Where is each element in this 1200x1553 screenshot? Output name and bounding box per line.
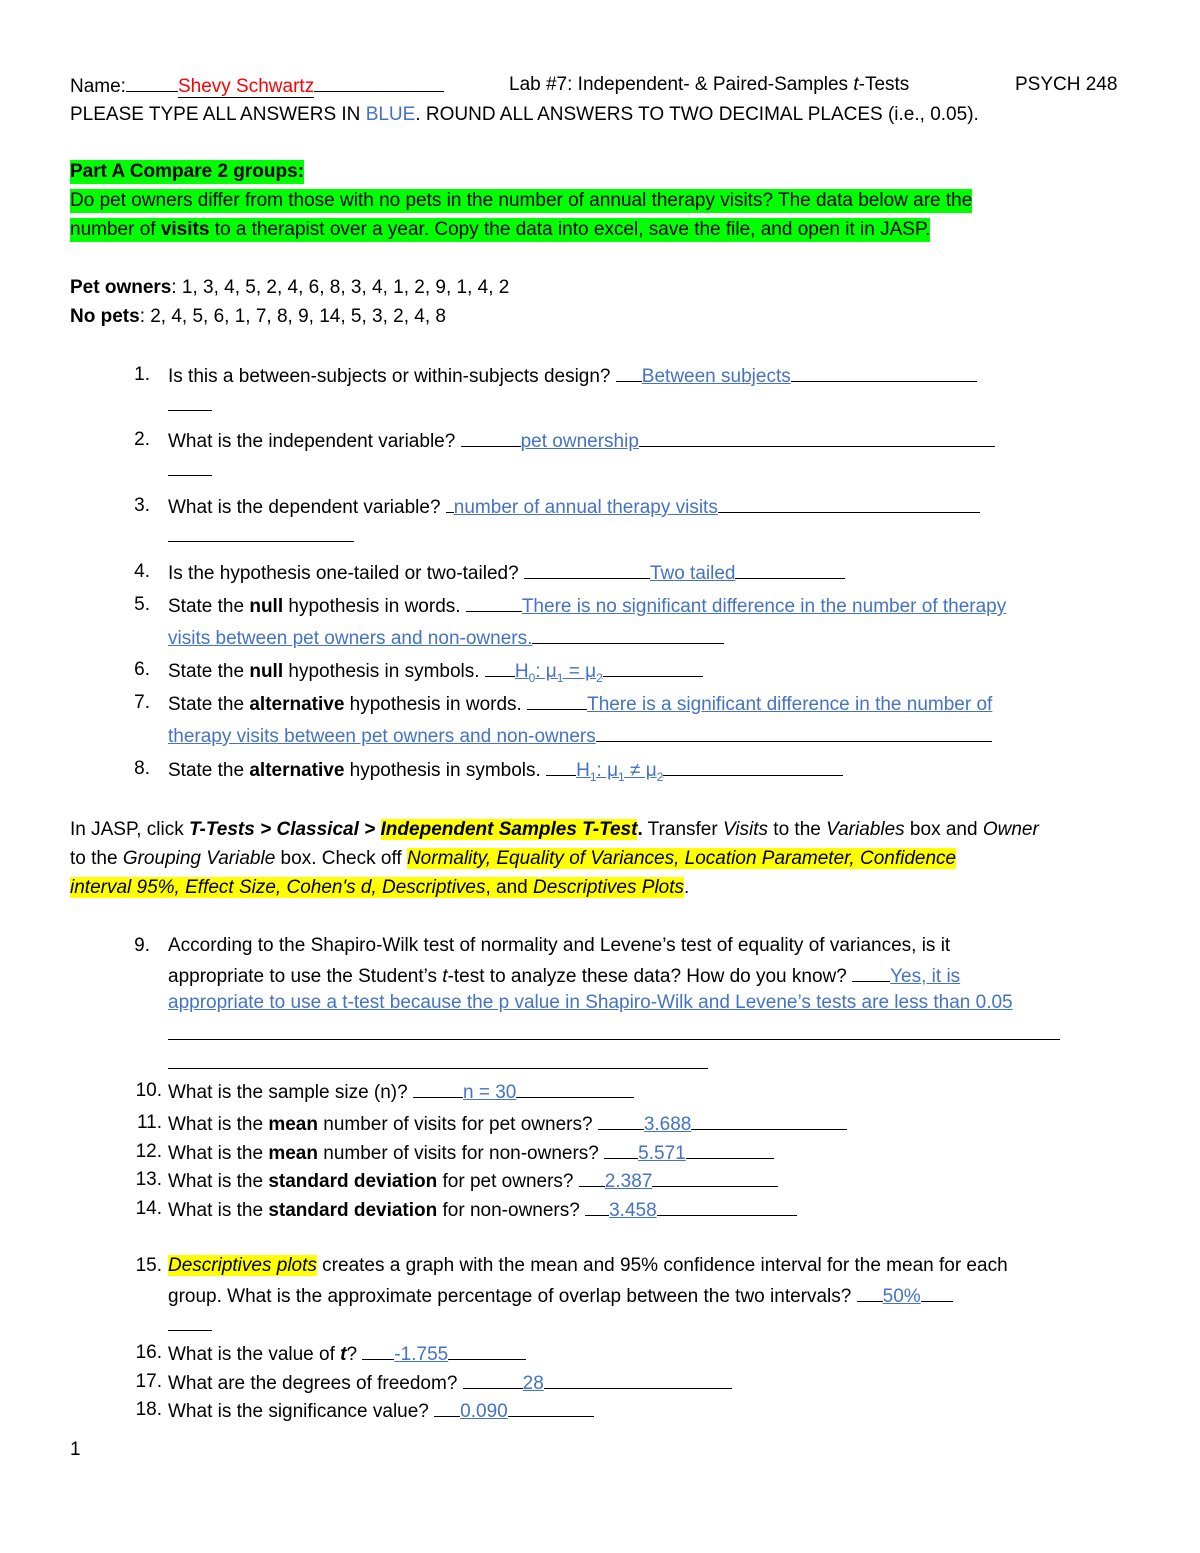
q3-answer[interactable]: number of annual therapy visits [453, 497, 718, 518]
q15-line-1 [168, 1254, 1008, 1278]
jasp-ttests: T-Tests [188, 819, 255, 840]
rule [446, 494, 454, 513]
q9-number: 9. [134, 935, 150, 956]
lab-title-post: -Tests [858, 74, 910, 95]
rule [857, 1283, 883, 1302]
rule [735, 560, 845, 579]
q16-post: ? [346, 1344, 358, 1365]
lab-title-t: t [853, 74, 859, 95]
rule [527, 691, 587, 710]
q14-answer[interactable]: 3.458 [609, 1200, 657, 1221]
q12-answer[interactable]: 5.571 [638, 1143, 686, 1164]
intro-pre: number of [70, 219, 161, 240]
jasp-p4: box and [904, 819, 983, 840]
q12-post: number of visits for non-owners? [317, 1143, 599, 1164]
rule [168, 1050, 708, 1069]
rule [657, 1197, 797, 1216]
rule [596, 723, 992, 742]
q12-bold: mean [268, 1143, 318, 1164]
q10 [168, 1079, 634, 1105]
q3 [168, 494, 980, 520]
rule [508, 1398, 594, 1417]
q15-number: 15. [135, 1255, 162, 1276]
q3-number: 3. [134, 495, 150, 516]
q15-line2-text: group. What is the approximate percentage of overlap between the two intervals? [168, 1286, 852, 1307]
q14-number: 14. [135, 1198, 162, 1219]
q8-answer[interactable]: $H_1$: $\mu_1 \ne \mu_2$ [576, 760, 664, 784]
q10-text: What is the sample size (n)? [168, 1082, 408, 1103]
q4-text: Is the hypothesis one-tailed or two-tailed? [168, 563, 519, 584]
rule [852, 963, 890, 982]
q7-pre: State the [168, 694, 250, 715]
q16-number: 16. [135, 1342, 162, 1363]
jasp-p3: to the [768, 819, 827, 840]
rule [168, 457, 212, 476]
q6-bold: null [249, 661, 284, 682]
q16-t: t [340, 1344, 347, 1365]
q11 [168, 1111, 847, 1137]
q18-answer[interactable]: 0.090 [460, 1401, 508, 1422]
rule [718, 494, 980, 513]
q16 [168, 1341, 526, 1367]
q7-answer-1[interactable]: There is a significant difference in the number of [587, 694, 993, 715]
q9-t: t [442, 966, 448, 987]
jasp-gt1: > [254, 819, 277, 840]
nopet-data: : 2, 4, 5, 6, 1, 7, 8, 9, 14, 5, 3, 2, 4, 8 [139, 306, 446, 327]
q5-bold: null [249, 596, 284, 617]
rule [168, 392, 212, 411]
q9-line-2 [168, 963, 960, 989]
q4 [168, 560, 845, 586]
rule [791, 363, 977, 382]
rule [663, 757, 843, 776]
jasp-line-2 [70, 847, 956, 871]
rule [466, 593, 522, 612]
part-a-heading: Part A Compare 2 groups: [70, 161, 305, 182]
q8-pre: State the [168, 760, 250, 781]
jasp-grouping: Grouping Variable [122, 848, 276, 869]
rule [314, 73, 444, 92]
q2-cont [168, 457, 212, 483]
rule [463, 1370, 523, 1389]
q10-number: 10. [135, 1080, 162, 1101]
pet-owners-data [70, 276, 509, 300]
instructions [70, 103, 979, 127]
name-value: Shevy Schwartz [177, 76, 315, 97]
q3-cont [168, 523, 354, 549]
part-a-intro-2 [70, 218, 930, 242]
q9-answer-2[interactable]: appropriate to use a t-test because the p value in Shapiro-Wilk and Levene’s tests are less than 0.05 [168, 992, 1013, 1013]
q7-cont [168, 723, 992, 749]
rule [639, 428, 995, 447]
q5-cont [168, 625, 724, 651]
rule [546, 757, 576, 776]
q6 [168, 658, 703, 690]
jasp-p5: to the [70, 848, 123, 869]
page-number: 1 [70, 1439, 81, 1460]
jasp-checks-1: Normality, Equality of Variances, Location Parameter, Confidence [406, 848, 957, 869]
jasp-dot: . [637, 819, 643, 840]
pet-label: Pet owners [70, 277, 172, 298]
jasp-variables: Variables [826, 819, 905, 840]
instr-blue: BLUE [365, 104, 416, 125]
q11-answer[interactable]: 3.688 [643, 1114, 692, 1135]
q12 [168, 1140, 774, 1166]
q10-answer[interactable]: n = 30 [462, 1082, 517, 1103]
q13 [168, 1168, 778, 1194]
q1-answer[interactable]: Between subjects [641, 366, 791, 387]
q11-number: 11. [136, 1112, 162, 1133]
rule [168, 1021, 1060, 1040]
q18 [168, 1398, 594, 1424]
rule [524, 560, 650, 579]
q3-text: What is the dependent variable? [168, 497, 441, 518]
q9-rule-2 [168, 1050, 708, 1076]
part-a-intro-1: Do pet owners differ from those with no pets in the number of annual therapy visits? The data below are the [70, 190, 973, 211]
q9-post: -test to analyze these data? How do you know? [447, 966, 847, 987]
q17 [168, 1370, 732, 1396]
rule [448, 1341, 526, 1360]
jasp-end: . [684, 877, 690, 898]
rule [544, 1370, 732, 1389]
q8-post: hypothesis in symbols. [344, 760, 541, 781]
q11-bold: mean [268, 1114, 318, 1135]
q2-text: What is the independent variable? [168, 431, 456, 452]
q8-bold: alternative [249, 760, 345, 781]
rule [126, 73, 178, 92]
q1-text: Is this a between-subjects or within-subjects design? [168, 366, 611, 387]
q5-post: hypothesis in words. [283, 596, 461, 617]
intro-post: to a therapist over a year. Copy the data into excel, save the file, and open it in JASP. [209, 219, 931, 240]
q5-pre: State the [168, 596, 250, 617]
instr-pre: PLEASE TYPE ALL ANSWERS IN [70, 104, 366, 125]
q14-bold: standard deviation [268, 1200, 438, 1221]
rule [532, 625, 724, 644]
q2 [168, 428, 995, 454]
q4-number: 4. [134, 561, 150, 582]
q18-text: What is the significance value? [168, 1401, 429, 1422]
q2-number: 2. [134, 429, 150, 450]
q14-pre: What is the [168, 1200, 269, 1221]
q9-rule-1 [168, 1021, 1060, 1047]
q15-answer[interactable]: 50% [882, 1286, 921, 1307]
q18-number: 18. [135, 1399, 162, 1420]
name-line [70, 73, 444, 99]
q9-pre: appropriate to use the Student’s [168, 966, 443, 987]
no-pets-data [70, 305, 446, 329]
rule [485, 658, 515, 677]
rule [686, 1140, 774, 1159]
intro-bold: visits [160, 219, 210, 240]
q6-pre: State the [168, 661, 250, 682]
q7 [168, 691, 992, 717]
q17-text: What are the degrees of freedom? [168, 1373, 458, 1394]
q15-line1-post: creates a graph with the mean and 95% confidence interval for the mean for each [316, 1255, 1008, 1276]
rule [168, 1312, 212, 1331]
q6-number: 6. [134, 659, 150, 680]
rule [691, 1111, 847, 1130]
q8 [168, 757, 843, 789]
q13-bold: standard deviation [268, 1171, 438, 1192]
q7-answer-2[interactable]: therapy visits between pet owners and non-owners [168, 726, 596, 747]
q9-line-1: According to the Shapiro-Wilk test of normality and Levene’s test of equality of variances, is it [168, 935, 951, 956]
q5 [168, 593, 1006, 619]
jasp-line-1 [70, 818, 1039, 842]
rule [921, 1283, 953, 1302]
q14-post: for non-owners? [437, 1200, 580, 1221]
jasp-checks-2a: interval 95%, Effect Size, Cohen's d, Descriptives [70, 877, 486, 898]
q1 [168, 363, 977, 389]
q13-number: 13. [135, 1169, 162, 1190]
jasp-classical: Classical [276, 819, 359, 840]
q1-number: 1. [134, 364, 150, 385]
q7-number: 7. [134, 692, 150, 713]
q5-number: 5. [134, 594, 150, 615]
rule [413, 1079, 463, 1098]
q11-pre: What is the [168, 1114, 269, 1135]
q8-number: 8. [134, 758, 150, 779]
q17-answer[interactable]: 28 [522, 1373, 544, 1394]
nopet-label: No pets [70, 306, 140, 327]
lab-title [509, 73, 909, 97]
jasp-owner: Owner [982, 819, 1039, 840]
q9-answer-1[interactable]: Yes, it is [890, 966, 961, 987]
q5-answer-2[interactable]: visits between pet owners and non-owners. [168, 628, 533, 649]
q13-answer[interactable]: 2.387 [604, 1171, 653, 1192]
rule [461, 428, 521, 447]
q13-post: for pet owners? [437, 1171, 574, 1192]
q15-highlight: Descriptives plots [168, 1255, 317, 1276]
q13-pre: What is the [168, 1171, 269, 1192]
rule [585, 1197, 609, 1216]
q12-pre: What is the [168, 1143, 269, 1164]
q9-line-3 [168, 991, 1013, 1015]
jasp-gt2: > [358, 819, 381, 840]
q7-post: hypothesis in words. [344, 694, 522, 715]
q6-post: hypothesis in symbols. [283, 661, 480, 682]
rule [579, 1168, 605, 1187]
course-code: PSYCH 248 [1015, 74, 1118, 95]
q5-answer-1[interactable]: There is no significant difference in the number of therapy [521, 596, 1007, 617]
jasp-visits: Visits [722, 819, 769, 840]
q7-bold: alternative [249, 694, 345, 715]
rule [168, 523, 354, 542]
name-label: Name: [70, 76, 126, 97]
rule [362, 1341, 394, 1360]
jasp-p2: Transfer [642, 819, 723, 840]
jasp-line-3 [70, 876, 689, 900]
q6-answer[interactable]: $H_0$: $\mu_1 = \mu_2$ [514, 661, 603, 685]
q15-line-2 [168, 1283, 953, 1309]
q15-cont [168, 1312, 212, 1338]
rule [598, 1111, 644, 1130]
rule [603, 658, 703, 677]
jasp-p6: box. Check off [275, 848, 407, 869]
rule [616, 363, 642, 382]
jasp-checks-2c: Descriptives Plots [533, 877, 685, 898]
q4-answer[interactable]: Two tailed [649, 563, 736, 584]
q16-pre: What is the value of [168, 1344, 341, 1365]
q14 [168, 1197, 797, 1223]
pet-data: : 1, 3, 4, 5, 2, 4, 6, 8, 3, 4, 1, 2, 9, 1, 4, 2 [171, 277, 510, 298]
jasp-indep: Independent Samples T-Test [380, 819, 638, 840]
q1-cont [168, 392, 212, 418]
rule [604, 1140, 638, 1159]
rule [516, 1079, 634, 1098]
q12-number: 12. [135, 1141, 162, 1162]
jasp-p1: In JASP, click [70, 819, 189, 840]
q2-answer[interactable]: pet ownership [520, 431, 639, 452]
instr-post: . ROUND ALL ANSWERS TO TWO DECIMAL PLACES (i.e., 0.05). [415, 104, 979, 125]
rule [434, 1398, 460, 1417]
q17-number: 17. [135, 1371, 162, 1392]
q11-post: number of visits for pet owners? [317, 1114, 593, 1135]
lab-title-pre: Lab #7: Independent- & Paired-Samples [509, 74, 854, 95]
rule [652, 1168, 778, 1187]
jasp-checks-2b: , and [485, 877, 534, 898]
q16-answer[interactable]: -1.755 [394, 1344, 449, 1365]
